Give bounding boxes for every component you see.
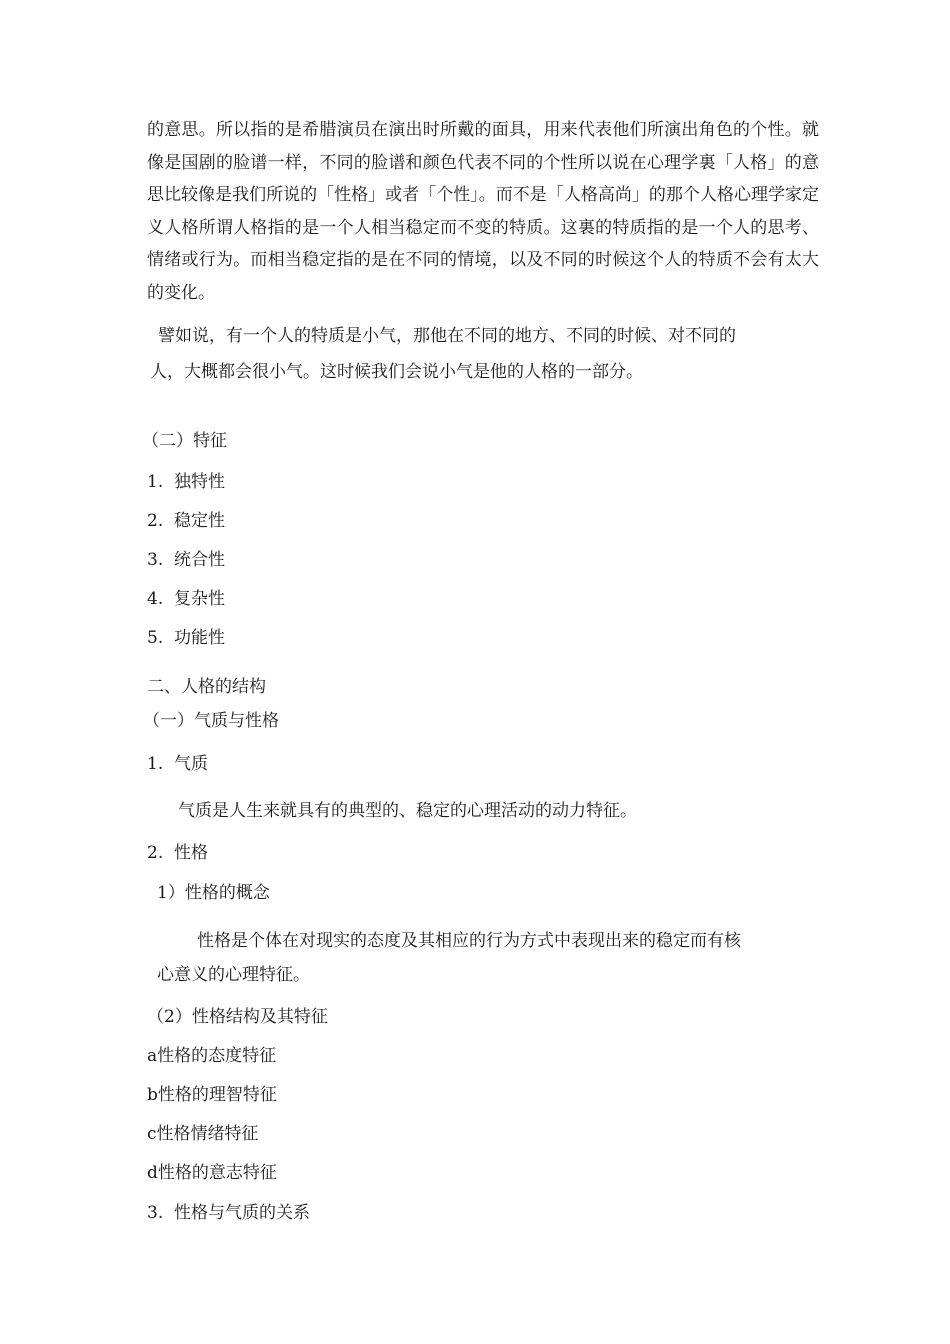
- trait-text: 性格的意志特征: [157, 1163, 277, 1183]
- temperament-definition: 气质是人生来就具有的典型的、稳定的心理活动的动力特征。: [178, 801, 637, 821]
- character-definition-line-2: 心意义的心理特征。: [157, 965, 310, 985]
- trait-letter: c: [147, 1124, 157, 1144]
- trait-item-b: [147, 1087, 277, 1104]
- feature-text: 独特性: [174, 472, 226, 492]
- feature-text: 功能性: [174, 628, 226, 648]
- trait-letter: b: [147, 1085, 158, 1105]
- structure-heading: （2）性格结构及其特征: [147, 1007, 328, 1027]
- feature-text: 稳定性: [174, 511, 226, 531]
- intro-paragraph: 的意思。所以指的是希腊演员在演出时所戴的面具，用来代表他们所演出角色的个性。就像是国剧的脸谱一样，不同的脸谱和颜色代表不同的个性所以说在心理学裏「人格」的意思比较像是我们所说的「性格」或者「个性」。而不是「人格高尚」的那个人格心理学家定义人格所谓人格指的是一个人相当稳定而不变的特质。这裏的特质指的是一个人的思考、情绪或行为。而相当稳定指的是在不同的情境，以及不同的时候这个人的特质不会有太大的变化。: [147, 120, 819, 303]
- concept-heading: 1）性格的概念: [157, 883, 270, 903]
- feature-text: 统合性: [174, 550, 226, 570]
- trait-item-a: [147, 1048, 276, 1065]
- trait-letter: d: [147, 1163, 158, 1183]
- item-number: 2.: [147, 843, 164, 863]
- trait-letter: a: [147, 1046, 158, 1066]
- trait-text: 性格情绪特征: [156, 1124, 259, 1144]
- item-text: 气质: [174, 754, 209, 774]
- feature-text: 复杂性: [174, 589, 226, 609]
- features-heading: （二）特征: [142, 431, 227, 451]
- character-definition-line-1: 性格是个体在对现实的态度及其相应的行为方式中表现出来的稳定而有核: [197, 931, 741, 951]
- example-line-2: 人，大概都会很小气。这时候我们会说小气是他的人格的一部分。: [150, 362, 643, 382]
- feature-number: 5.: [147, 628, 164, 648]
- trait-text: 性格的理智特征: [157, 1085, 277, 1105]
- item-temperament: [147, 756, 208, 773]
- example-line-1: 譬如说，有一个人的特质是小气，那他在不同的地方、不同的时候、对不同的: [158, 326, 736, 346]
- trait-text: 性格的态度特征: [157, 1046, 277, 1066]
- feature-number: 1.: [147, 472, 164, 492]
- item-number: 1.: [147, 754, 164, 774]
- feature-number: 2.: [147, 511, 164, 531]
- item-relationship: [147, 1205, 310, 1222]
- item-text: 性格: [174, 843, 209, 863]
- feature-item-1: [147, 474, 225, 491]
- trait-item-d: [147, 1165, 277, 1182]
- feature-number: 3.: [147, 550, 164, 570]
- section-2-heading: 二、人格的结构: [147, 677, 266, 697]
- feature-item-2: [147, 513, 225, 530]
- feature-item-5: [147, 630, 225, 647]
- item-character: [147, 845, 208, 862]
- item-number: 3.: [147, 1203, 164, 1223]
- subsection-1-heading: （一）气质与性格: [143, 711, 279, 731]
- feature-number: 4.: [147, 589, 164, 609]
- trait-item-c: [147, 1126, 259, 1143]
- feature-item-3: [147, 552, 225, 569]
- item-text: 性格与气质的关系: [174, 1203, 311, 1223]
- feature-item-4: [147, 591, 225, 608]
